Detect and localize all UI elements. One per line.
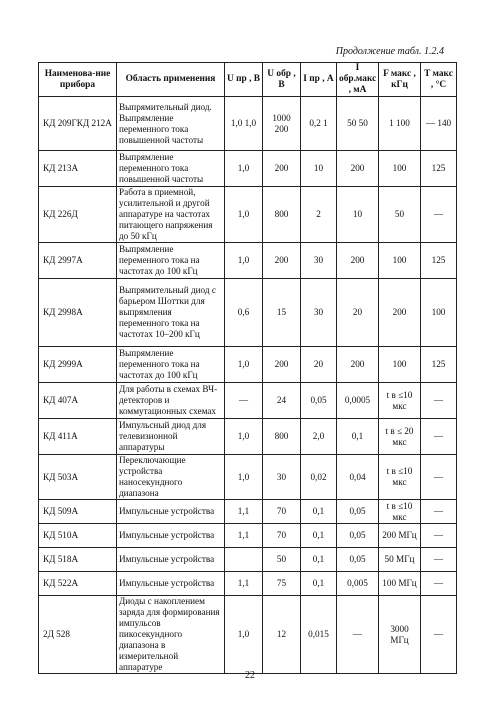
cell-desc: Работа в приемной, усилительной и другой аппаратуре на частотах питающего напряжения до 50 кГц [117,187,225,243]
cell-name: КД 510А [39,524,117,548]
table-row [39,572,457,596]
cell-t: — [421,548,457,572]
cell-t: — [421,572,457,596]
cell-t: — [421,500,457,524]
cell-u-obr: 70 [263,524,301,548]
cell-u-pr: 1,0 [225,347,263,383]
cell-u-pr: 1,0 [225,596,263,674]
cell-t: 100 [421,279,457,347]
table-row [39,419,457,455]
cell-u-obr: 800 [263,187,301,243]
cell-name: КД 2998А [39,279,117,347]
table-row [39,455,457,500]
table-row [39,347,457,383]
cell-desc: Переключающие устройства наносекундного диапазона [117,455,225,500]
cell-u-pr [225,548,263,572]
cell-name: КД 213А [39,151,117,187]
cell-i-pr: 0,015 [301,596,337,674]
cell-i-pr: 0,02 [301,455,337,500]
cell-i-pr: 30 [301,243,337,279]
cell-i-pr: 0,1 [301,500,337,524]
table-row [39,243,457,279]
cell-i-obr: 0,1 [337,419,379,455]
cell-name: КД 518А [39,548,117,572]
cell-i-obr: 50 50 [337,97,379,151]
cell-name: КД 407А [39,383,117,419]
cell-desc: Выпрямление переменного тока на частотах до 100 кГц [117,347,225,383]
header-name: Наименова-ние прибора [39,63,117,97]
table-row [39,187,457,243]
cell-u-obr: 70 [263,500,301,524]
cell-u-pr: 1,0 [225,243,263,279]
cell-u-pr: — [225,383,263,419]
table-row [39,279,457,347]
table-caption: Продолжение табл. 1.2.4 [335,46,444,57]
cell-i-pr: 30 [301,279,337,347]
cell-desc: Импульсные устройства [117,572,225,596]
header-u-pr: U пр , В [225,63,263,97]
cell-f: t в ≤10 мкс [379,455,421,500]
cell-u-obr: 12 [263,596,301,674]
cell-name: 2Д 528 [39,596,117,674]
cell-desc: Диоды с накоплением заряда для формирования импульсов пикосекундного диапазона в измерительной аппаратуре [117,596,225,674]
cell-t: — [421,187,457,243]
cell-u-obr: 200 [263,243,301,279]
cell-t: — [421,419,457,455]
cell-f: 200 [379,279,421,347]
cell-i-pr: 20 [301,347,337,383]
cell-f: 1 100 [379,97,421,151]
header-i-pr: I пр , А [301,63,337,97]
header-i-obr: I обр.макс , мА [337,63,379,97]
cell-name: КД 509А [39,500,117,524]
cell-name: КД 2999А [39,347,117,383]
cell-f: t в ≤10 мкс [379,383,421,419]
cell-name: КД 2997А [39,243,117,279]
table-row [39,151,457,187]
header-u-obr: U обр , В [263,63,301,97]
cell-i-obr: 0,005 [337,572,379,596]
table-header-row [39,63,457,97]
cell-desc: Выпрямительный диод с барьером Шоттки для выпрямления переменного тока на частотах 10–200 кГц [117,279,225,347]
cell-u-pr: 0,6 [225,279,263,347]
header-t-maks: T макс , °С [421,63,457,97]
cell-desc: Импульсные устройства [117,524,225,548]
cell-name: КД 522А [39,572,117,596]
cell-i-pr: 2,0 [301,419,337,455]
cell-desc: Импульсные устройства [117,548,225,572]
cell-u-obr: 75 [263,572,301,596]
header-f-maks: F макс , кГц [379,63,421,97]
table-row [39,500,457,524]
cell-t: — [421,455,457,500]
cell-t: — 140 [421,97,457,151]
cell-u-obr: 1000 200 [263,97,301,151]
cell-i-pr: 0,05 [301,383,337,419]
cell-f: 3000 МГц [379,596,421,674]
cell-name: КД 226Д [39,187,117,243]
header-area: Область применения [117,63,225,97]
cell-f: 50 МГц [379,548,421,572]
diode-table [38,62,457,674]
table-row [39,383,457,419]
table-row [39,97,457,151]
cell-desc: Выпрямление переменного тока повышенной частоты [117,151,225,187]
cell-t: — [421,596,457,674]
cell-name: КД 503А [39,455,117,500]
cell-i-obr: 20 [337,279,379,347]
cell-desc: Выпрямительный диод. Выпрямление переменного тока повышенной частоты [117,97,225,151]
cell-i-obr: 200 [337,243,379,279]
cell-i-obr: 0,05 [337,524,379,548]
cell-f: t в ≤10 мкс [379,500,421,524]
cell-u-pr: 1,0 [225,151,263,187]
cell-name: КД 209ГКД 212А [39,97,117,151]
table-row [39,596,457,674]
cell-u-obr: 24 [263,383,301,419]
cell-t: — [421,383,457,419]
cell-u-pr: 1,1 [225,524,263,548]
cell-desc: Для работы в схемах ВЧ-детекторов и коммутационных схемах [117,383,225,419]
cell-f: 100 МГц [379,572,421,596]
cell-i-pr: 0,1 [301,572,337,596]
table-row [39,548,457,572]
cell-f: 50 [379,187,421,243]
cell-i-obr: 0,05 [337,500,379,524]
cell-t: — [421,524,457,548]
cell-i-pr: 0,1 [301,548,337,572]
cell-i-obr: 0,0005 [337,383,379,419]
cell-desc: Выпрямление переменного тока на частотах до 100 кГц [117,243,225,279]
cell-u-obr: 800 [263,419,301,455]
cell-i-pr: 10 [301,151,337,187]
cell-i-obr: 0,05 [337,548,379,572]
cell-i-obr: 200 [337,347,379,383]
cell-i-pr: 0,2 1 [301,97,337,151]
cell-f: t в ≤ 20 мкс [379,419,421,455]
cell-u-obr: 30 [263,455,301,500]
cell-u-pr: 1,1 [225,500,263,524]
cell-desc: Импульсные устройства [117,500,225,524]
cell-f: 100 [379,243,421,279]
cell-i-obr: 200 [337,151,379,187]
cell-u-obr: 200 [263,151,301,187]
cell-u-obr: 200 [263,347,301,383]
cell-t: 125 [421,243,457,279]
cell-i-pr: 0,1 [301,524,337,548]
cell-t: 125 [421,151,457,187]
cell-name: КД 411А [39,419,117,455]
cell-u-obr: 50 [263,548,301,572]
cell-desc: Импульсный диод для телевизионной аппаратуры [117,419,225,455]
cell-f: 100 [379,347,421,383]
cell-u-pr: 1,0 [225,187,263,243]
cell-f: 100 [379,151,421,187]
cell-u-pr: 1,0 [225,455,263,500]
cell-i-obr: 0,04 [337,455,379,500]
cell-f: 200 МГц [379,524,421,548]
table-row [39,524,457,548]
cell-u-pr: 1,0 [225,419,263,455]
cell-i-obr: 10 [337,187,379,243]
cell-i-obr: — [337,596,379,674]
cell-t: 125 [421,347,457,383]
cell-u-pr: 1,0 1,0 [225,97,263,151]
cell-u-pr: 1,1 [225,572,263,596]
cell-u-obr: 15 [263,279,301,347]
page-number: 22 [245,670,255,681]
cell-i-pr: 2 [301,187,337,243]
